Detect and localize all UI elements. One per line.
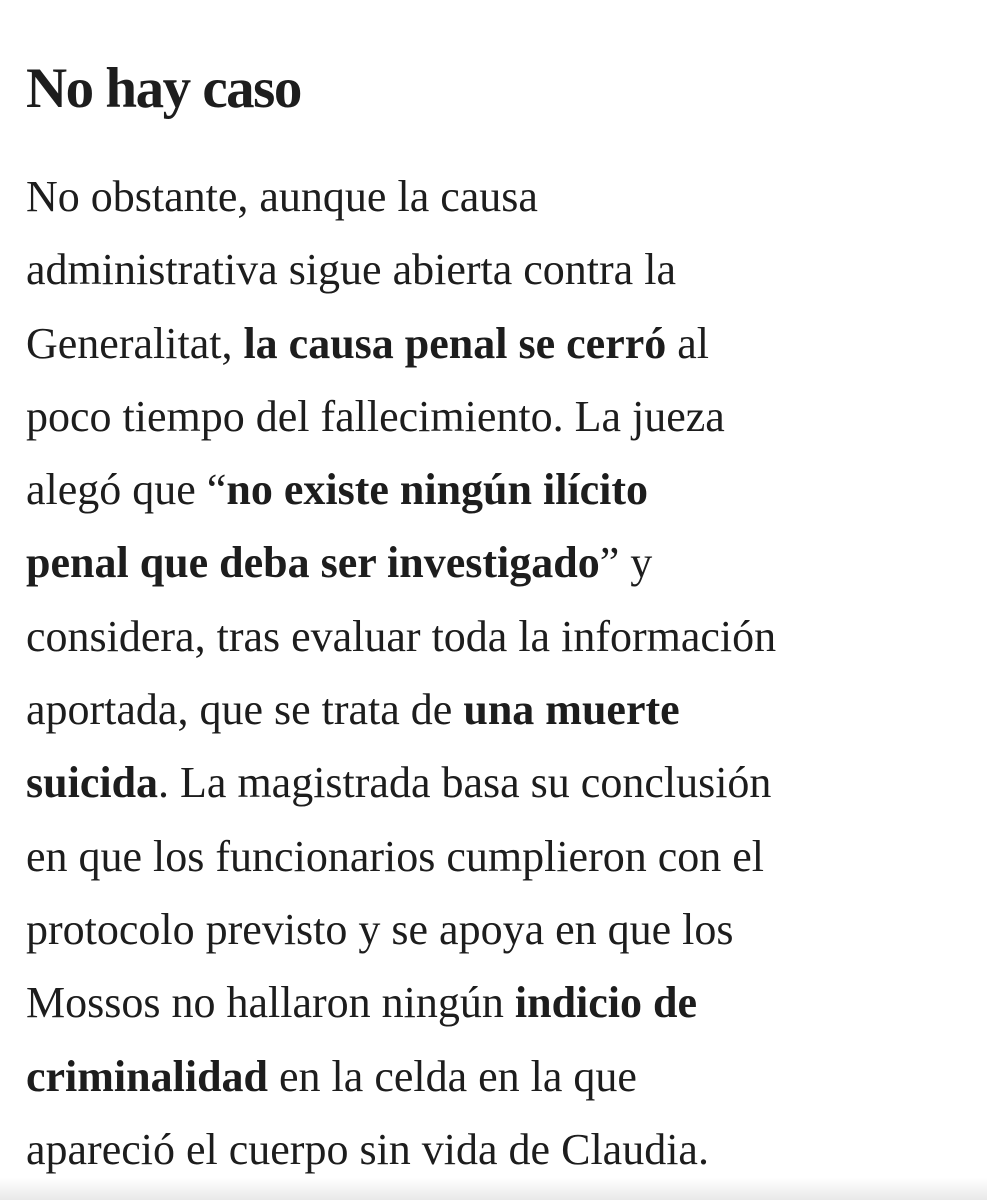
text-segment: en que los funcionarios cumplieron con el bbox=[26, 831, 765, 881]
text-segment: Generalitat, bbox=[26, 318, 244, 368]
text-segment: protocolo previsto y se apoya en que los bbox=[26, 904, 734, 954]
bold-text: indicio de bbox=[514, 978, 698, 1028]
text-segment: considera, tras evaluar toda la información bbox=[26, 611, 777, 661]
paragraph-line bbox=[26, 673, 976, 746]
bold-text: criminalidad bbox=[26, 1051, 269, 1101]
text-segment: apareció el cuerpo sin vida de Claudia. bbox=[26, 1124, 709, 1174]
paragraph-line bbox=[26, 233, 976, 306]
section-heading: No hay caso bbox=[26, 57, 301, 120]
paragraph-line bbox=[26, 1113, 976, 1186]
bold-text: no existe ningún ilícito bbox=[226, 465, 649, 515]
text-segment: en la celda en la que bbox=[268, 1051, 637, 1101]
bold-text: una muerte bbox=[463, 685, 680, 735]
text-segment: Mossos no hallaron ningún bbox=[26, 978, 515, 1028]
paragraph-line bbox=[26, 526, 976, 599]
paragraph-line bbox=[26, 600, 976, 673]
article-paragraph bbox=[26, 160, 976, 1186]
paragraph-line bbox=[26, 453, 976, 526]
paragraph-line bbox=[26, 160, 976, 233]
paragraph-line bbox=[26, 820, 976, 893]
paragraph-line bbox=[26, 893, 976, 966]
paragraph-line bbox=[26, 966, 976, 1039]
paragraph-line bbox=[26, 746, 976, 819]
bottom-shadow bbox=[0, 1178, 987, 1200]
paragraph-line bbox=[26, 380, 976, 453]
text-segment: poco tiempo del fallecimiento. La jueza bbox=[26, 391, 725, 441]
text-segment: al bbox=[666, 318, 710, 368]
bold-text: suicida bbox=[26, 758, 159, 808]
text-segment: alegó que “ bbox=[26, 465, 227, 515]
bold-text: la causa penal se cerró bbox=[243, 318, 667, 368]
text-segment: No obstante, aunque la causa bbox=[26, 172, 538, 221]
paragraph-line bbox=[26, 1040, 976, 1113]
text-segment: administrativa sigue abierta contra la bbox=[26, 245, 676, 295]
text-segment: aportada, que se trata de bbox=[26, 685, 464, 735]
paragraph-line bbox=[26, 307, 976, 380]
text-segment: . La magistrada basa su conclusión bbox=[158, 758, 772, 808]
text-segment: ” y bbox=[599, 538, 653, 588]
bold-text: penal que deba ser investigado bbox=[26, 538, 600, 588]
